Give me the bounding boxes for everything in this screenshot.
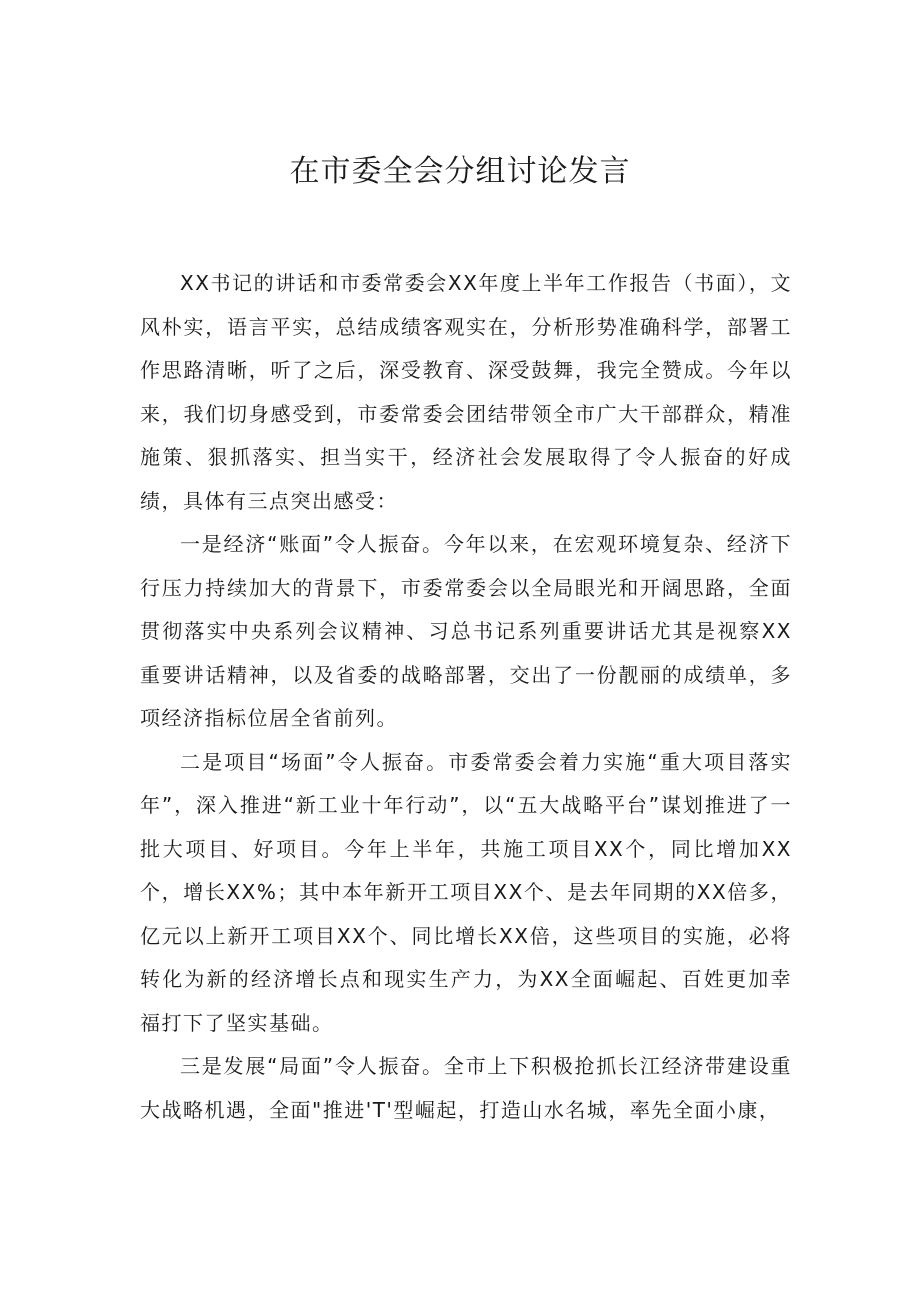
paragraph-intro: XX书记的讲话和市委常委会XX年度上半年工作报告（书面），文风朴实，语言平实，总结成绩客观实在，分析形势准确科学，部署工作思路清晰，听了之后，深受教育、深受鼓舞，我完全赞成。今年以来，我们切身感受到，市委常委会团结带领全市广大干部群众，精准施策、狠抓落实、担当实干，经济社会发展取得了令人振奋的好成绩，具体有三点突出感受： <box>140 271 792 513</box>
paragraph-economy: 一是经济“账面”令人振奋。今年以来，在宏观环境复杂、经济下行压力持续加大的背景下，市委常委会以全局眼光和开阔思路，全面贯彻落实中央系列会议精神、习总书记系列重要讲话尤其是视察XX重要讲话精神，以及省委的战略部署，交出了一份靓丽的成绩单，多项经济指标位居全省前列。 <box>140 532 792 730</box>
document-title: 在市委全会分组讨论发言 <box>289 154 631 189</box>
document-body <box>140 262 792 1132</box>
paragraph-projects: 二是项目“场面”令人振奋。市委常委会着力实施“重大项目落实年”，深入推进“新工业十年行动”，以“五大战略平台”谋划推进了一批大项目、好项目。今年上半年，共施工项目XX个，同比增加XX个，增长XX%；其中本年新开工项目XX个、是去年同期的XX倍多，亿元以上新开工项目XX个、同比增长XX倍，这些项目的实施，必将转化为新的经济增长点和现实生产力，为XX全面崛起、百姓更加幸福打下了坚实基础。 <box>140 749 792 1035</box>
paragraph-development: 三是发展“局面”令人振奋。全市上下积极抢抓长江经济带建设重大战略机遇，全面"推进'T'型崛起，打造山水名城，率先全面小康， <box>140 1054 792 1122</box>
